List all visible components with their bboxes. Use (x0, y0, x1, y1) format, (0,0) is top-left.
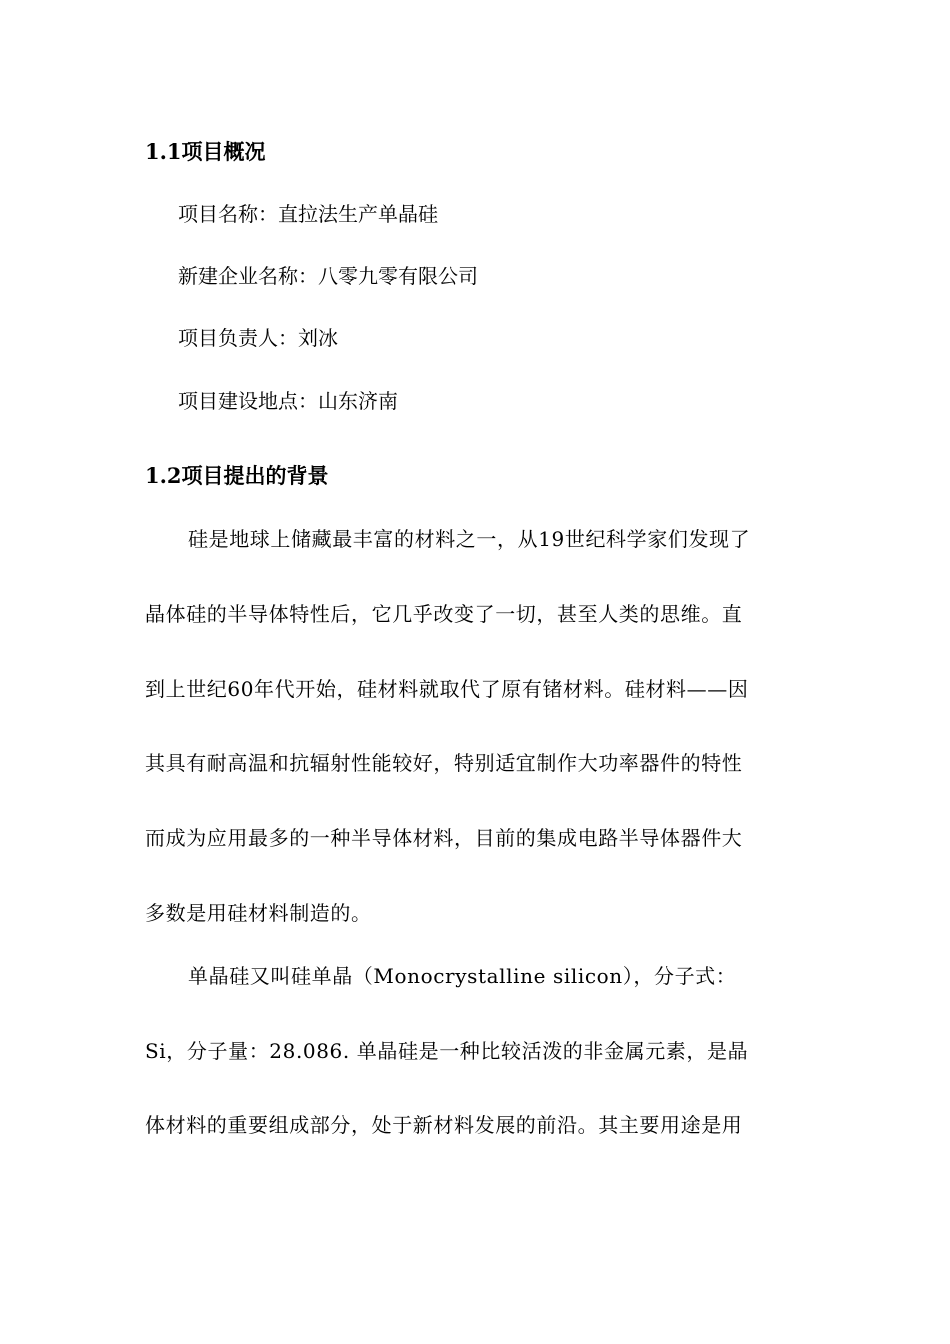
paragraph-line: 到上世纪60年代开始，硅材料就取代了原有锗材料。硅材料——因 (145, 677, 749, 701)
info-line-project-name (178, 202, 438, 226)
info-value: 刘冰 (298, 326, 338, 350)
paragraph-line: 单晶硅又叫硅单晶（Monocrystalline silicon），分子式： (188, 964, 737, 988)
paragraph-line: 晶体硅的半导体特性后，它几乎改变了一切，甚至人类的思维。直 (145, 602, 743, 626)
info-value: 直拉法生产单晶硅 (278, 202, 438, 226)
info-label: 项目负责人： (178, 326, 298, 350)
info-value: 八零九零有限公司 (318, 264, 478, 288)
info-label: 项目名称： (178, 202, 278, 226)
info-label: 新建企业名称： (178, 264, 318, 288)
info-line-company-name (178, 264, 478, 288)
paragraph-line: 体材料的重要组成部分，处于新材料发展的前沿。其主要用途是用 (145, 1113, 743, 1137)
paragraph-line: 而成为应用最多的一种半导体材料，目前的集成电路半导体器件大 (145, 826, 743, 850)
paragraph-line: 硅是地球上储藏最丰富的材料之一，从19世纪科学家们发现了 (188, 527, 751, 551)
info-line-location (178, 389, 398, 413)
info-line-project-lead (178, 326, 338, 350)
paragraph-line: Si，分子量：28.086. 单晶硅是一种比较活泼的非金属元素，是晶 (145, 1039, 749, 1063)
section-heading-background: 1.2项目提出的背景 (145, 463, 329, 488)
paragraph-line: 其具有耐高温和抗辐射性能较好，特别适宜制作大功率器件的特性 (145, 751, 743, 775)
section-heading-overview: 1.1项目概况 (145, 139, 266, 164)
info-label: 项目建设地点： (178, 389, 318, 413)
info-value: 山东济南 (318, 389, 398, 413)
paragraph-line: 多数是用硅材料制造的。 (145, 901, 372, 925)
